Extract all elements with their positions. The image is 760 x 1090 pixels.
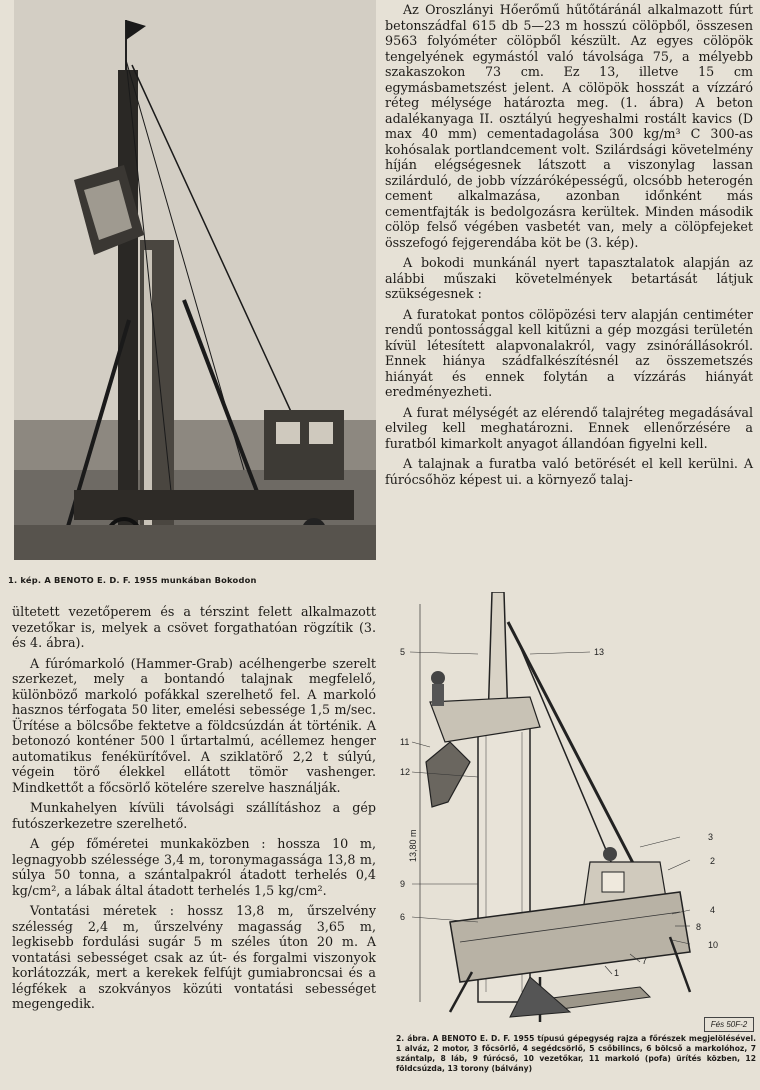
paragraph: Munkahelyen kívüli távolsági szállításhoz a gép futószerkezetre szerelhető.	[12, 800, 376, 831]
paragraph: Vontatási méretek : hossz 13,8 m, űrszelvény szélesség 2,4 m, űrszelvény magasság 3,65 m, legkisebb fordulási sugár 5 m széles úton 20 m. A vontatási sebességet csak az út- és forgalmi viszonyok korlátozzák, mert a kerekek felfújt gumiabroncsai és a légfékek a szokványos közúti vontatási sebességet megengedik.	[12, 903, 376, 1011]
part-label: 10	[708, 940, 719, 950]
paragraph: A fúrómarkoló (Hammer-Grab) acélhengerbe szerelt szerkezet, mely a bontandó talajnak megfelelő, különböző markoló pofákkal szerelhető fel. A markoló hasznos térfogata 50 liter, emelési sebessége 1,5 m/sec. Ürítése a bölcsőbe fektetve a földcsúzdán át történik. A betonozó konténer 500 l űrtartalmú, acéllemez henger automatikus fenékürítővel. A sziklatörő 2,2 t súlyú, végein törő élekkel ellátott tömör vashenger. Mindkettőt a főcsörlő kötelére szerelve használják.	[12, 655, 376, 795]
part-label: 12	[400, 767, 411, 777]
right-column-text	[385, 2, 753, 492]
part-label: 4	[710, 905, 716, 915]
part-label: 9	[400, 879, 406, 889]
part-label: 8	[696, 922, 702, 932]
left-column-text	[12, 604, 376, 1017]
part-label: 6	[400, 912, 406, 922]
paragraph: A talajnak a furatba való betörését el kell kerülni. A fúrócsőhöz képest ui. a környező talaj-	[385, 456, 753, 487]
part-label: 1	[614, 968, 620, 978]
figure-1-caption: 1. kép. A BENOTO E. D. F. 1955 munkában Bokodon	[8, 575, 257, 585]
part-label: 7	[642, 956, 648, 966]
paragraph-continuation: ültetett vezetőperem és a térszint felett alkalmazott vezetőkar is, melyek a csövet forgathatóan rögzítik (3. és 4. ábra).	[12, 604, 376, 650]
dimension-label: 13,80 m	[408, 829, 418, 862]
paragraph: A bokodi munkánál nyert tapasztalatok alapján az alábbi műszaki követelmények betartását látjuk szükségesnek :	[385, 255, 753, 301]
figure-2-stamp: Fés 50F-2	[704, 1017, 754, 1032]
paragraph: Az Oroszlányi Hőerőmű hűtőtáránál alkalmazott fúrt betonszádfal 615 db 5—23 m hosszú cölöpből, összesen 9563 folyóméter cölöpből készült. Az egyes cölöpök tengelyének egymástól való távolsága 75, a mélyebb szakaszokon 73 cm. Ez 13, illetve 15 cm egymásbametszést jelent. A cölöpök hosszát a vízzáró réteg mélysége határozta meg. (1. ábra) A beton adalékanyaga II. osztályú hegyeshalmi rostált kavics (D max 40 mm) cementadagolása 300 kg/m³ C 300-as kohósalak portlandcement volt. Szilárdsági követelmény híján elégségesnek látszott a viszonylag lassan szilárduló, de jobb vízzáróképességű, olcsóbb heterogén cement alkalmazása, azonban időnként más cementfajták is bedolgozásra kerültek. Minden második cölöp felső végében vasbetét van, mely a cölöpfejeket összefogó fejgerendába köt be (3. kép).	[385, 2, 753, 250]
part-label: 13	[594, 647, 605, 657]
paragraph: A gép főméretei munkaközben : hossza 10 m, legnagyobb szélessége 3,4 m, toronymagassága 13,8 m, súlya 50 tonna, a szántalpakról átadott terhelés 0,4 kg/cm², a lábak által átadott terhelés 1,5 kg/cm².	[12, 836, 376, 898]
figure-1-photo	[14, 0, 376, 560]
paragraph: A furat mélységét az elérendő talajréteg megadásával elvileg kell meghatározni. Ennek ellenőrzésére a furatból kimarkolt anyagot állandóan figyelni kell.	[385, 404, 753, 451]
part-label: 2	[710, 856, 716, 866]
part-label: 3	[708, 832, 714, 842]
figure-2-caption: 2. ábra. A BENOTO E. D. F. 1955 típusú gépegység rajza a főrészek megjelölésével. 1 alváz, 2 motor, 3 főcsörlő, 4 segédcsörlő, 5 csőbilincs, 6 bölcső a markolóhoz, 7 szántalp, 8 láb, 9 fúrócső, 10 vezetőkar, 11 markoló (pofa) ürítés közben, 12 földcsúzda, 13 torony (bálvány)	[396, 1034, 756, 1073]
paragraph: A furatokat pontos cölöpözési terv alapján centiméter rendű pontossággal kell kitűzni a gép mozgási területén kívül létesített alapvonalakról, vagy zsinórállásokról. Ennek hiánya szádfalkészítésnél az összemetszés hiányát és ennek folytán a vízzárás hiányát eredményezheti.	[385, 306, 753, 399]
part-label: 11	[400, 737, 410, 747]
figure-2-drawing	[390, 592, 756, 1032]
part-label: 5	[400, 647, 406, 657]
